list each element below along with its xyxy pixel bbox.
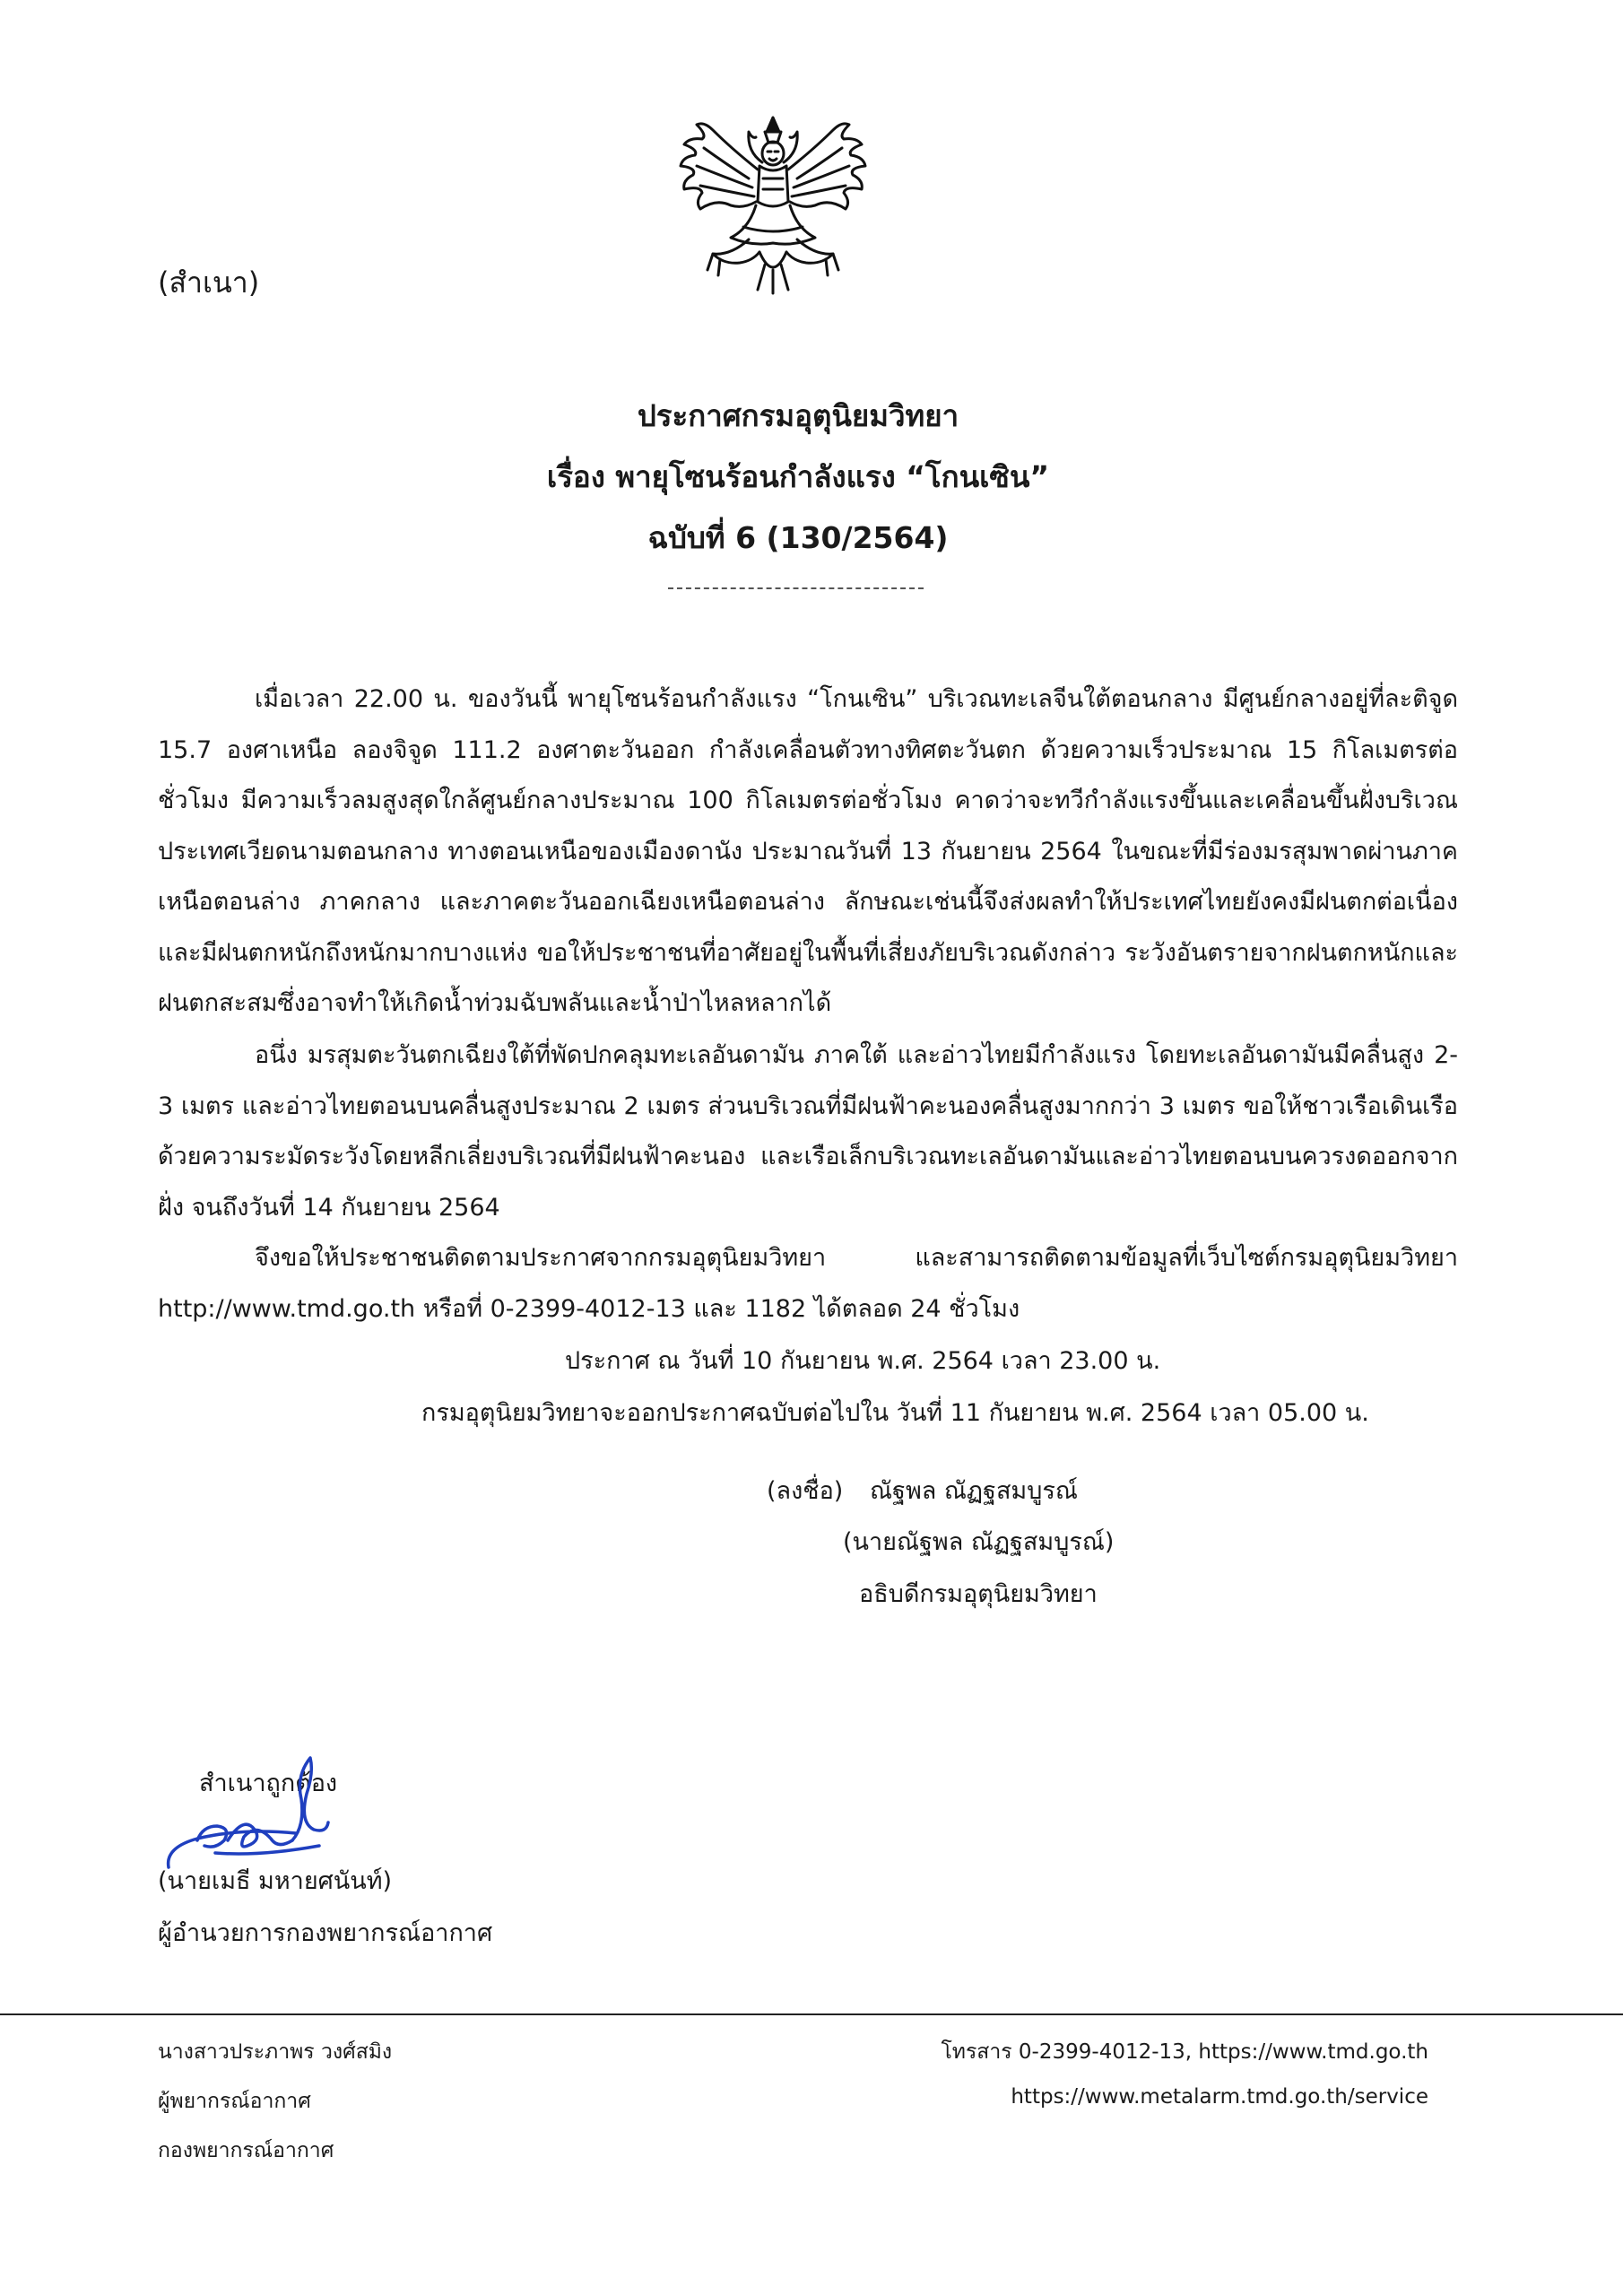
- announcement-issue: ฉบับที่ 6 (130/2564): [647, 520, 949, 555]
- signature-label: (ลงชื่อ): [767, 1477, 844, 1505]
- body-paragraph-1: เมื่อเวลา 22.00 น. ของวันนี้ พายุโซนร้อนกำลังแรง “โกนเซิน” บริเวณทะเลจีนใต้ตอนกลาง มีศูนย์กลางอยู่ที่ละติจูด 15.7 องศาเหนือ ลองจิจูด 111.2 องศาตะวันออก กำลังเคลื่อนตัวทางทิศตะวันตก ด้วยความเร็วประมาณ 15 กิโลเมตรต่อชั่วโมง มีความเร็วลมสูงสุดใกล้ศูนย์กลางประมาณ 100 กิโลเมตรต่อชั่วโมง คาดว่าจะทวีกำลังแรงขึ้นและเคลื่อนขึ้นฝั่งบริเวณประเทศเวียดนามตอนกลาง ทางตอนเหนือของเมืองดานัง ประมาณวันที่ 13 กันยายน 2564 ในขณะที่มีร่องมรสุมพาดผ่านภาคเหนือตอนล่าง ภาคกลาง และภาคตะวันออกเฉียงเหนือตอนล่าง ลักษณะเช่นนี้จึงส่งผลทำให้ประเทศไทยยังคงมีฝนตกต่อเนื่องและมีฝนตกหนักถึงหนักมากบางแห่ง ขอให้ประชาชนที่อาศัยอยู่ในพื้นที่เสี่ยงภัยบริเวณดังกล่าว ระวังอันตรายจากฝนตกหนักและฝนตกสะสมซึ่งอาจทำให้เกิดน้ำท่วมฉับพลันและน้ำป่าไหลหลากได้: [158, 685, 1458, 1017]
- announcement-date: ประกาศ ณ วันที่ 10 กันยายน พ.ศ. 2564 เวลา 23.00 น.: [565, 1347, 1161, 1375]
- signatory-name: ณัฐพล ณัฏฐสมบูรณ์: [870, 1477, 1078, 1505]
- body-paragraph-2-block: [158, 1031, 1458, 1233]
- announcement-subject: เรื่อง พายุโซนร้อนกำลังแรง “โกนเซิน”: [546, 459, 1050, 494]
- signatory-full-name: (นายณัฐพล ณัฏฐสมบูรณ์): [843, 1528, 1115, 1556]
- certified-copy-label: สำเนาถูกต้อง: [199, 1770, 338, 1797]
- body-paragraph-2: อนึ่ง มรสุมตะวันตกเฉียงใต้ที่พัดปกคลุมทะเลอันดามัน ภาคใต้ และอ่าวไทยมีกำลังแรง โดยทะเลอันดามันมีคลื่นสูง 2-3 เมตร และอ่าวไทยตอนบนคลื่นสูงประมาณ 2 เมตร ส่วนบริเวณที่มีฝนฟ้าคะนองคลื่นสูงมากกว่า 3 เมตร ขอให้ชาวเรือเดินเรือด้วยความระมัดระวังโดยหลีกเลี่ยงบริเวณที่มีฝนฟ้าคะนอง และเรือเล็กบริเวณทะเลอันดามันและอ่าวไทยตอนบนควรงดออกจากฝั่ง จนถึงวันที่ 14 กันยายน 2564: [158, 1041, 1458, 1222]
- certifier-name: (นายเมธี มหายศนันท์): [158, 1867, 393, 1895]
- body-paragraph-3-block: [158, 1233, 1458, 1335]
- footer-forecaster-role: ผู้พยากรณ์อากาศ: [158, 2090, 311, 2113]
- next-issue-notice: กรมอุตุนิยมวิทยาจะออกประกาศฉบับต่อไปใน วันที่ 11 กันยายน พ.ศ. 2564 เวลา 05.00 น.: [421, 1399, 1369, 1427]
- footer-contact-fax: โทรสาร 0-2399-4012-13, https://www.tmd.go.th: [941, 2040, 1428, 2064]
- announcement-title: ประกาศกรมอุตุนิยมวิทยา: [637, 398, 959, 433]
- title-block: [0, 386, 1596, 569]
- footer-divider: [0, 2013, 1623, 2015]
- footer-forecaster-name: นางสาวประภาพร วงศ์สมิง: [158, 2040, 393, 2064]
- garuda-emblem-icon: [677, 112, 870, 296]
- body-paragraph-1-block: [158, 674, 1458, 1030]
- signatory-title: อธิบดีกรมอุตุนิยมวิทยา: [859, 1580, 1098, 1608]
- certifier-position: ผู้อำนวยการกองพยากรณ์อากาศ: [158, 1919, 493, 1947]
- title-divider: [668, 587, 924, 589]
- body-paragraph-3: จึงขอให้ประชาชนติดตามประกาศจากกรมอุตุนิยมวิทยา และสามารถติดตามข้อมูลที่เว็บไซต์กรมอุตุนิยมวิทยา http://www.tmd.go.th หรือที่ 0-2399-4012-13 และ 1182 ได้ตลอด 24 ชั่วโมง: [158, 1244, 1458, 1323]
- handwritten-signature-icon: [161, 1740, 350, 1874]
- footer-division: กองพยากรณ์อากาศ: [158, 2139, 334, 2162]
- copy-mark: (สำเนา): [158, 265, 260, 300]
- footer-service-url: https://www.metalarm.tmd.go.th/service: [1011, 2085, 1428, 2109]
